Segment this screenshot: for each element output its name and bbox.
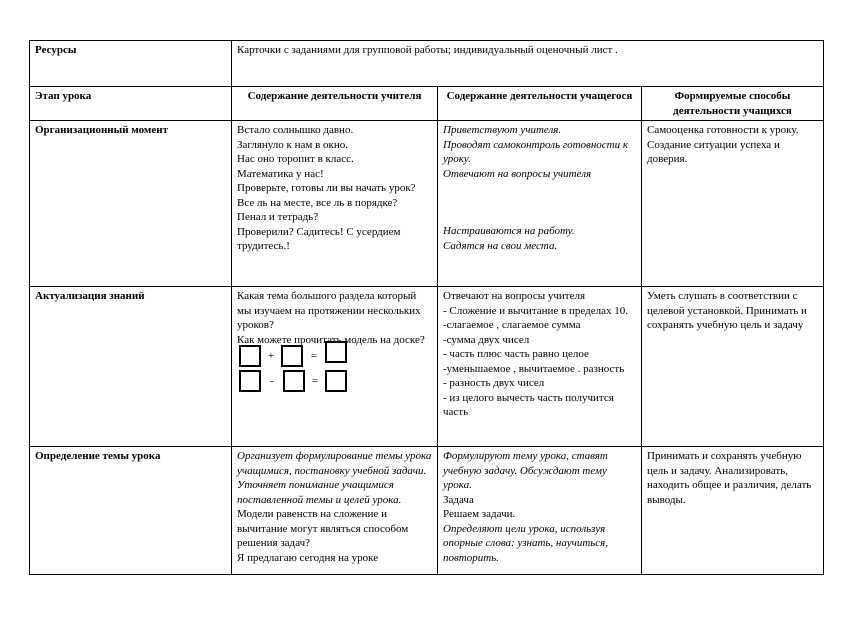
plus-sign: + [267,349,275,362]
row-organizational [30,121,824,287]
teacher-line: Проверили? Садитесь! С усердием трудитесь.! [237,225,401,252]
skills-organizational [642,121,824,287]
header-teacher: Содержание деятельности учителя [232,87,438,121]
lesson-plan-table [29,40,824,575]
skills-actualization [642,287,824,447]
subtraction-model [237,370,432,392]
teacher-line: Нас оно торопит в класс. [237,153,354,165]
student-topic [438,447,642,575]
header-skills: Формируемые способы деятельности учащихся [642,87,824,121]
stage-topic: Определение темы урока [30,447,232,575]
teacher-line: Как можете прочитать модель на доске? [237,333,425,346]
blank-box [239,370,261,392]
student-line: Отвечают на вопросы учителя [443,167,592,180]
teacher-organizational [232,121,438,287]
addition-model [237,345,432,367]
blank-box [283,370,305,392]
student-actualization [438,287,642,447]
spacer [443,181,636,224]
skills-line: Уметь слушать в соответствии с целевой установкой. Принимать и сохранять учебную цель и задачу [647,290,807,331]
teacher-line: Математика у нас! [237,167,324,180]
header-stage: Этап урока [30,87,232,121]
student-line: Определяют цели урока, используя опорные слова: узнать, научиться, повторить. [443,522,609,564]
student-line: Приветствуют учителя. [443,124,562,136]
student-organizational [438,121,642,287]
blank-box [325,341,347,363]
teacher-line: Какая тема большого раздела который мы изучаем на протяжении нескольких уроков? [237,290,421,331]
student-line: Задача [443,493,474,506]
stage-actualization: Актуализация знаний [30,287,232,447]
equals-sign: = [311,374,319,387]
teacher-topic [232,447,438,575]
student-line: Решаем задачи. [443,508,516,520]
equation-model [237,345,432,392]
skills-line: Самооценка готовности к уроку. [647,124,799,136]
resources-label: Ресурсы [30,41,232,87]
student-line: -слагаемое , слагаемое сумма [443,319,581,331]
teacher-line: Организует формулирование темы урока учащимися, постановку учебной задачи. Уточняет понимание учащимися поставленной темы и целей урока. [237,450,432,506]
teacher-actualization [232,287,438,447]
equals-sign: = [310,349,318,362]
teacher-line: Все ль на месте, все ль в порядке? [237,196,398,209]
student-line: - Сложение и вычитание в пределах 10. [443,304,628,317]
teacher-line: Заглянуло к нам в окно. [237,138,349,151]
student-line: Настраиваются на работу. [443,225,575,237]
student-line: -уменьшаемое , вычитаемое . разность [443,362,625,375]
blank-box [325,370,347,392]
row-actualization [30,287,824,447]
resources-row [30,41,824,87]
student-line: Отвечают на вопросы учителя [443,290,586,302]
skills-line: Принимать и сохранять учебную цель и задачу. Анализировать, находить общее и различия, делать выводы. [647,450,812,506]
teacher-line: Модели равенств на сложение и вычитание могут являться способом решения задач? [237,508,409,549]
blank-box [239,345,261,367]
header-row [30,87,824,121]
student-line: - часть плюс часть равно целое [443,348,589,360]
teacher-line: Пенал и тетрадь? [237,211,319,223]
student-line: Формулируют тему урока, ставят учебную задачу. Обсуждают тему урока. [443,450,608,491]
student-line: Садятся на свои места. [443,239,558,252]
student-line: - разность двух чисел [443,377,545,389]
header-student: Содержание деятельности учащегося [438,87,642,121]
resources-text: Карточки с заданиями для групповой работы; индивидуальный оценочный лист . [232,41,824,87]
skills-line: Создание ситуации успеха и доверия. [647,138,780,165]
blank-box [281,345,303,367]
skills-topic [642,447,824,575]
student-line: -сумма двух чисел [443,333,530,346]
teacher-line: Проверьте, готовы ли вы начать урок? [237,182,416,194]
student-line: - из целого вычесть часть получится часть [443,391,614,418]
student-line: Проводят самоконтроль готовности к уроку. [443,138,629,165]
stage-organizational: Организационный момент [30,121,232,287]
teacher-line: Я предлагаю сегодня на уроке [237,551,379,564]
teacher-line: Встало солнышко давно. [237,124,354,136]
row-topic [30,447,824,575]
minus-sign: - [270,374,274,387]
